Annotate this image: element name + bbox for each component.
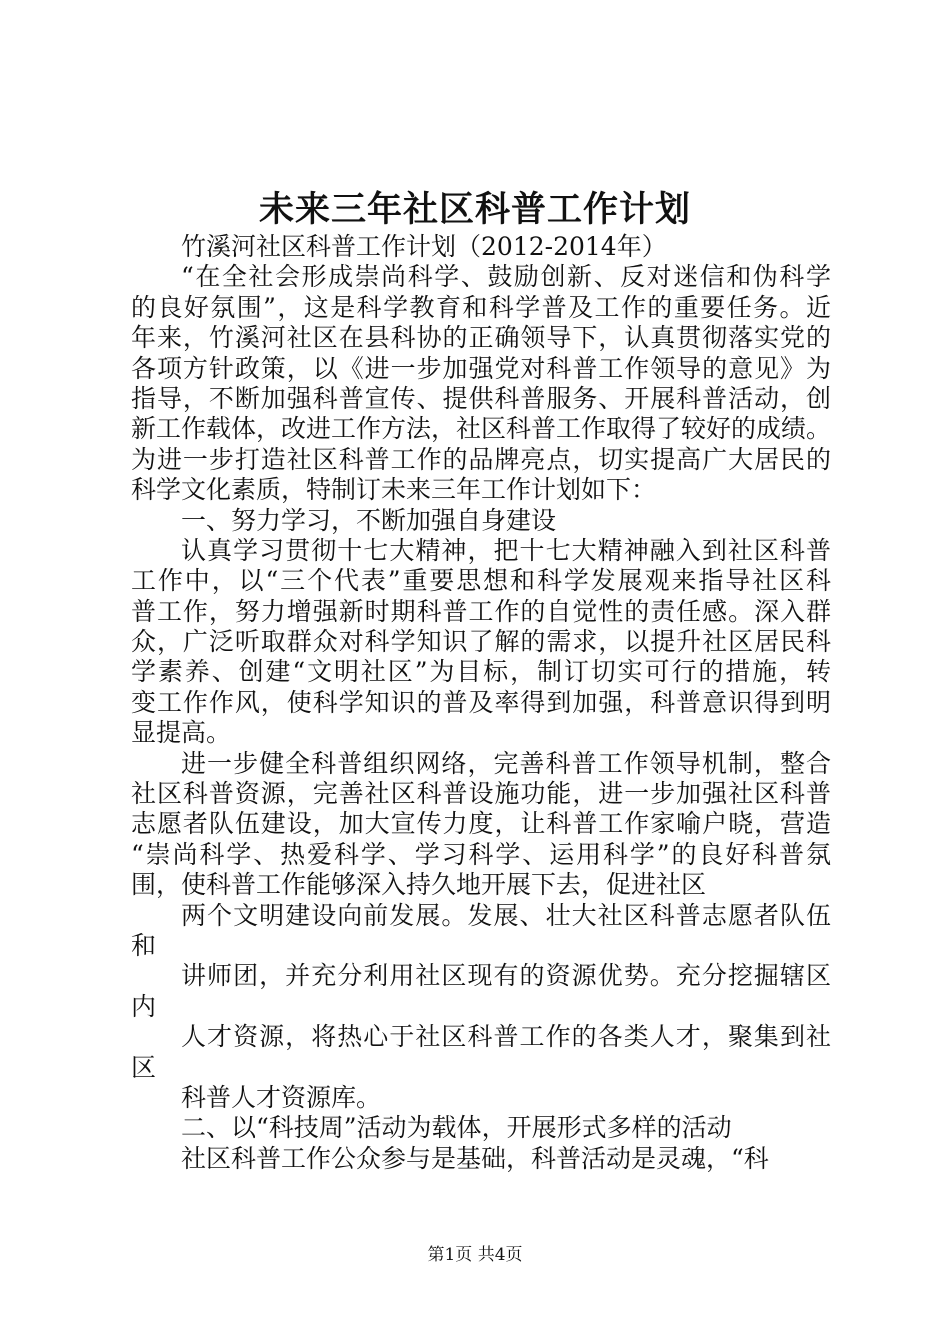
paragraph-line: 区 [131, 1052, 157, 1082]
page-indicator: 第1页 共4页 [427, 1245, 523, 1265]
paragraph-line: 社区科普资源，完善社区科普设施功能，进一步加强社区科普 [131, 779, 831, 809]
paragraph-line: “崇尚科学、热爱科学、学习科学、运用科学”的良好科普氛 [131, 839, 831, 869]
paragraph-line: 人才资源，将热心于社区科普工作的各类人才，聚集到社 [181, 1022, 831, 1052]
paragraph-line: 科普人才资源库。 [181, 1082, 382, 1112]
section-heading: 二、以“科技周”活动为载体，开展形式多样的活动 [181, 1113, 732, 1143]
paragraph-line: 两个文明建设向前发展。发展、壮大社区科普志愿者队伍 [181, 900, 831, 930]
document-body [131, 232, 831, 1174]
paragraph-line: 认真学习贯彻十七大精神，把十七大精神融入到社区科普 [181, 535, 831, 565]
paragraph-line: 围，使科普工作能够深入持久地开展下去，促进社区 [131, 870, 707, 900]
paragraph-line: 指导，不断加强科普宣传、提供科普服务、开展科普活动，创 [131, 383, 831, 413]
paragraph-line: 内 [131, 991, 157, 1021]
paragraph-line: 显提高。 [131, 718, 232, 748]
paragraph-line: 变工作作风，使科学知识的普及率得到加强，科普意识得到明 [131, 687, 831, 717]
paragraph-line: 和 [131, 930, 157, 960]
paragraph-line: 的良好氛围”，这是科学教育和科学普及工作的重要任务。近 [131, 292, 831, 322]
paragraph-line: 众，广泛听取群众对科学知识了解的需求，以提升社区居民科 [131, 627, 831, 657]
paragraph-line: 社区科普工作公众参与是基础，科普活动是灵魂，“科 [181, 1143, 769, 1173]
paragraph-line: 为进一步打造社区科普工作的品牌亮点，切实提高广大居民的 [131, 444, 831, 474]
paragraph-line: “在全社会形成崇尚科学、鼓励创新、反对迷信和伪科学 [181, 262, 831, 292]
paragraph-line: 各项方针政策，以《进一步加强党对科普工作领导的意见》为 [131, 353, 831, 383]
paragraph-line: 新工作载体，改进工作方法，社区科普工作取得了较好的成绩。 [131, 414, 832, 444]
paragraph-line: 学素养、创建“文明社区”为目标，制订切实可行的措施，转 [131, 657, 831, 687]
paragraph-line: 科学文化素质，特制订未来三年工作计划如下： [131, 475, 657, 505]
document-title: 未来三年社区科普工作计划 [258, 189, 691, 230]
paragraph-line: 年来，竹溪河社区在县科协的正确领导下，认真贯彻落实党的 [131, 323, 831, 353]
subtitle-line: 竹溪河社区科普工作计划（2012-2014年） [181, 232, 667, 261]
paragraph-line: 志愿者队伍建设，加大宣传力度，让科普工作家喻户晓，营造 [131, 809, 831, 839]
paragraph-line: 工作中，以“三个代表”重要思想和科学发展观来指导社区科 [131, 566, 831, 596]
section-heading: 一、努力学习，不断加强自身建设 [181, 505, 557, 535]
paragraph-line: 讲师团，并充分利用社区现有的资源优势。充分挖掘辖区 [181, 961, 831, 991]
paragraph-line: 进一步健全科普组织网络，完善科普工作领导机制，整合 [181, 748, 831, 778]
paragraph-line: 普工作，努力增强新时期科普工作的自觉性的责任感。深入群 [131, 596, 831, 626]
